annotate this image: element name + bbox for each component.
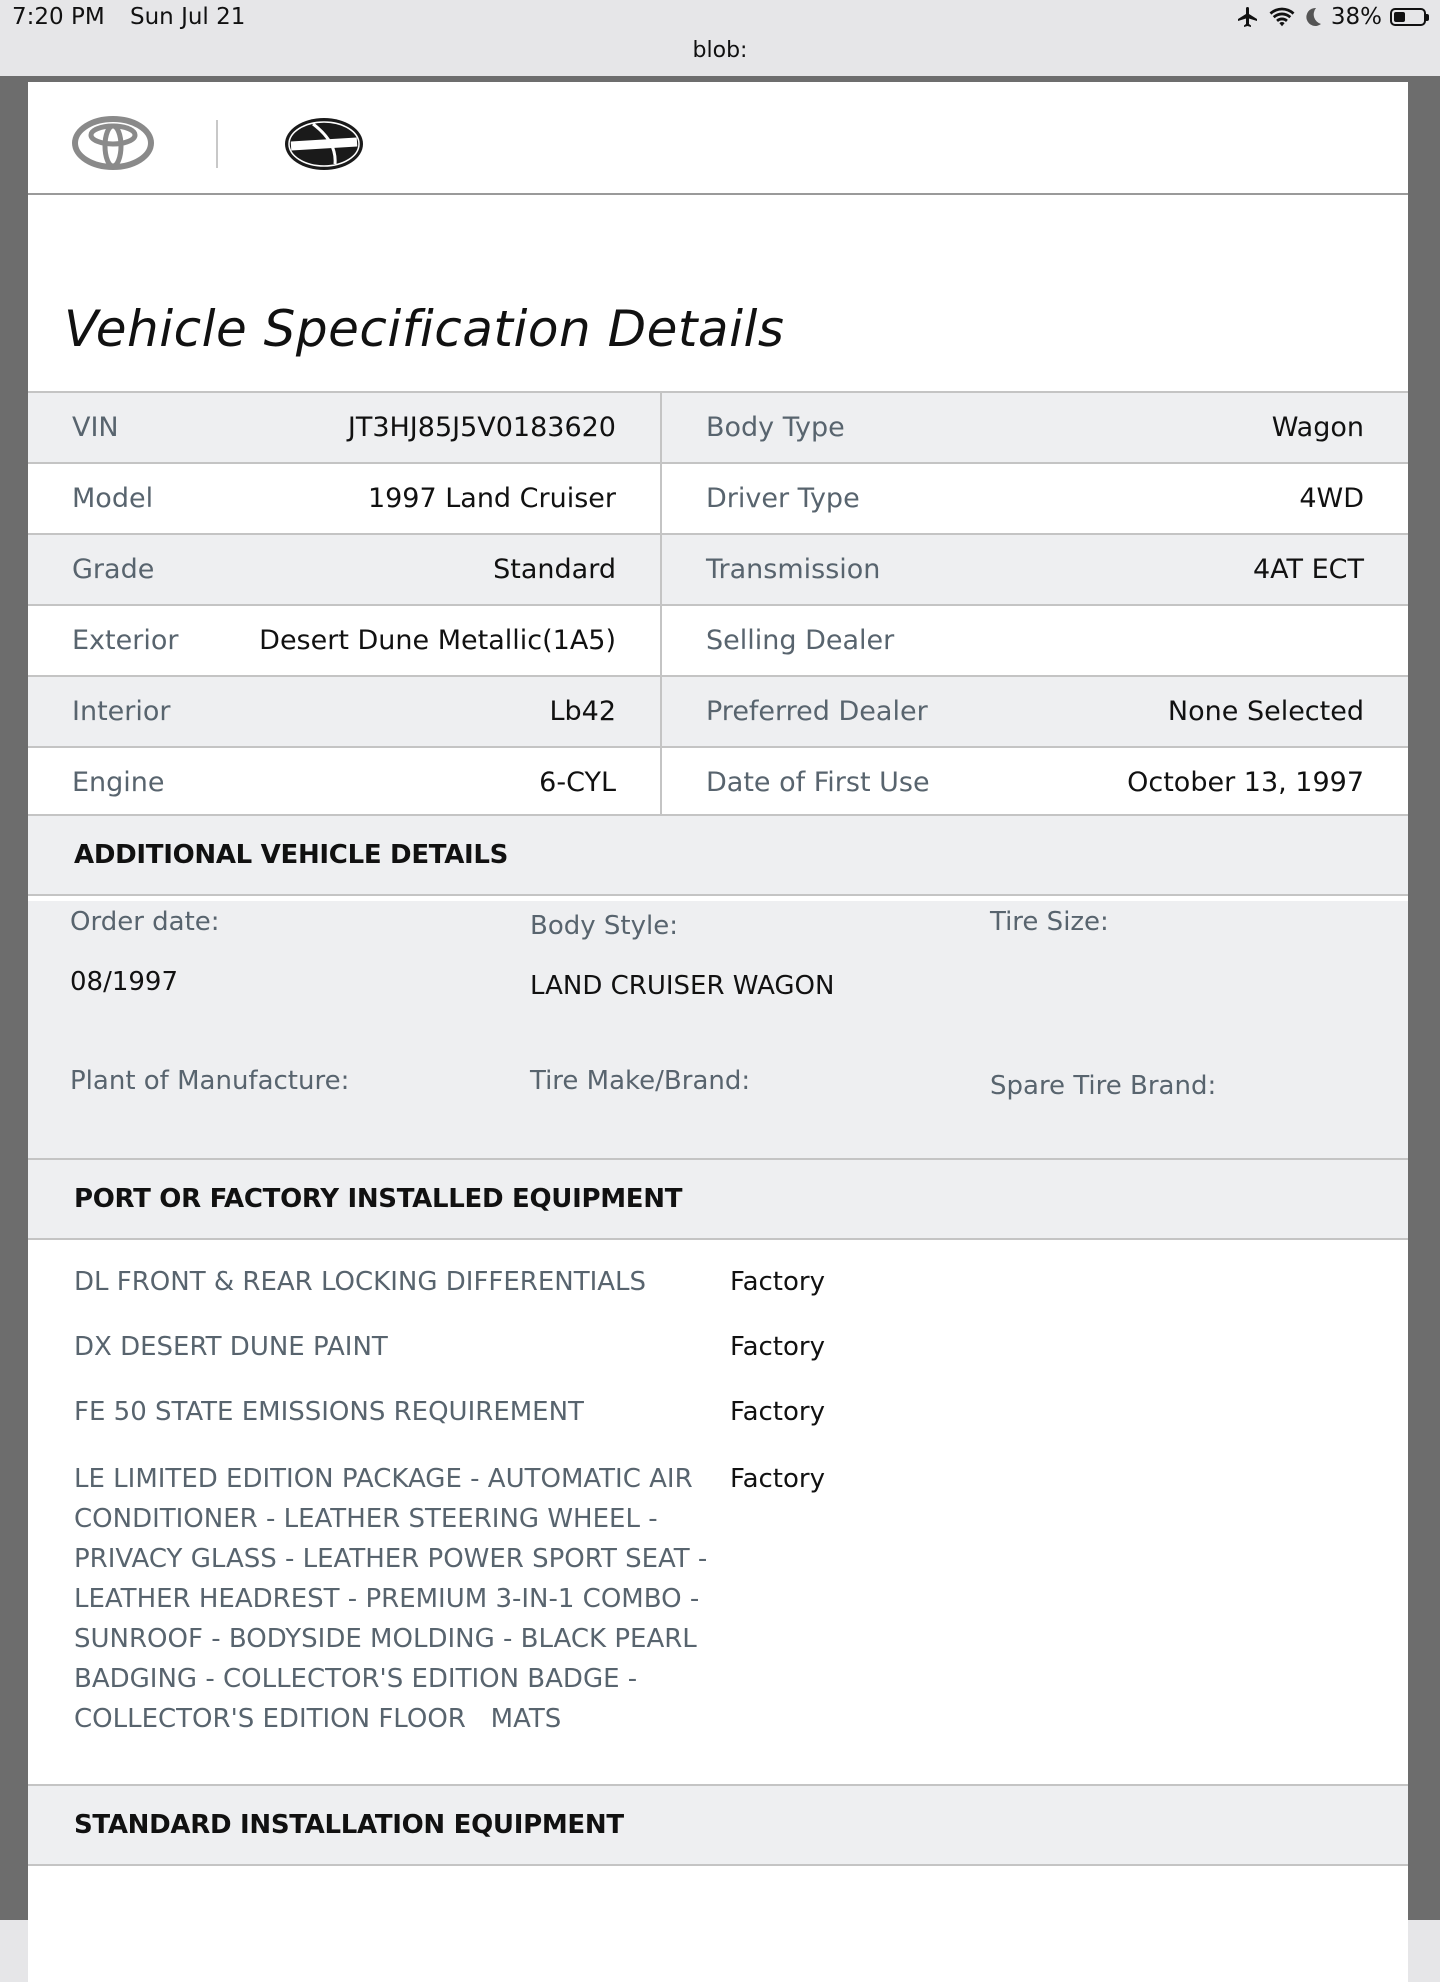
spec-table <box>28 391 1408 819</box>
spec-label: Interior <box>72 696 171 727</box>
spec-label: Selling Dealer <box>706 625 895 656</box>
spec-value: 1997 Land Cruiser <box>367 483 616 514</box>
spec-label: Grade <box>72 554 155 585</box>
spec-row <box>28 464 1408 535</box>
spec-label: Model <box>72 483 154 514</box>
spec-cell-right <box>662 677 1408 746</box>
spec-cell-left <box>28 606 662 675</box>
spec-value: Wagon <box>1271 412 1364 443</box>
equipment-heading: PORT OR FACTORY INSTALLED EQUIPMENT <box>74 1184 683 1214</box>
tire-make-field <box>530 1066 750 1096</box>
status-date: Sun Jul 21 <box>130 4 246 30</box>
equipment-name: DX DESERT DUNE PAINT <box>74 1332 388 1362</box>
spare-tire-label: Spare Tire Brand: <box>990 1071 1217 1101</box>
order-date-value: 08/1997 <box>70 967 179 997</box>
logo-divider <box>216 120 218 168</box>
equipment-name: LE LIMITED EDITION PACKAGE - AUTOMATIC AIR CONDITIONER - LEATHER STEERING WHEEL - PRIVACY GLASS - LEATHER POWER SPORT SEAT - LEATHER HEADREST - PREMIUM 3-IN-1 COMBO - SUNROOF - BODYSIDE MOLDING - BLACK PEARL BADGING - COLLECTOR'S EDITION BADGE - COLLECTOR'S EDITION FLOOR MATS <box>74 1464 716 1734</box>
battery-icon <box>1390 8 1426 26</box>
additional-details <box>28 901 1408 1161</box>
document-page <box>28 82 1408 1982</box>
body-style-value: LAND CRUISER WAGON <box>530 971 835 1001</box>
additional-details-header <box>28 814 1408 896</box>
spec-row <box>28 677 1408 748</box>
moon-icon <box>1303 6 1323 28</box>
spec-label: Preferred Dealer <box>706 696 928 727</box>
airplane-icon <box>1235 5 1261 29</box>
wifi-icon <box>1269 6 1295 28</box>
order-date-label: Order date: <box>70 907 220 937</box>
spec-row <box>28 393 1408 464</box>
equipment-source: Factory <box>730 1464 825 1494</box>
equipment-header <box>28 1158 1408 1240</box>
spec-cell-right <box>662 748 1408 817</box>
spec-value: 4AT ECT <box>1252 554 1364 585</box>
equipment-name: FE 50 STATE EMISSIONS REQUIREMENT <box>74 1397 584 1427</box>
spec-cell-left <box>28 748 662 817</box>
spec-value: Lb42 <box>549 696 616 727</box>
equipment-item <box>74 1459 1374 1739</box>
spec-cell-right <box>662 393 1408 462</box>
tire-size-label: Tire Size: <box>990 907 1109 937</box>
spec-label: Engine <box>72 767 165 798</box>
spec-row <box>28 535 1408 606</box>
spec-value: Standard <box>493 554 616 585</box>
spec-value: Desert Dune Metallic(1A5) <box>259 625 616 656</box>
page-title: Vehicle Specification Details <box>64 300 785 358</box>
spec-cell-left <box>28 535 662 604</box>
spec-cell-right <box>662 535 1408 604</box>
spec-cell-left <box>28 464 662 533</box>
standard-equipment-header <box>28 1784 1408 1866</box>
plant-label: Plant of Manufacture: <box>70 1066 350 1096</box>
toyota-logo-icon <box>72 116 154 170</box>
url-bar[interactable] <box>0 36 1440 76</box>
equipment-source: Factory <box>730 1332 825 1362</box>
spare-tire-field <box>990 1071 1216 1101</box>
standard-equipment-heading: STANDARD INSTALLATION EQUIPMENT <box>74 1810 624 1840</box>
scion-logo-icon <box>283 116 365 172</box>
logo-header <box>28 82 1408 195</box>
spec-label: Body Type <box>706 412 845 443</box>
equipment-item <box>74 1392 1374 1432</box>
spec-value: 6-CYL <box>539 767 616 798</box>
spec-label: VIN <box>72 412 119 443</box>
spec-cell-right <box>662 606 1408 675</box>
battery-percent: 38% <box>1330 4 1382 30</box>
spec-row <box>28 606 1408 677</box>
spec-label: Date of First Use <box>706 767 930 798</box>
spec-cell-right <box>662 464 1408 533</box>
spec-row <box>28 748 1408 819</box>
equipment-name: DL FRONT & REAR LOCKING DIFFERENTIALS <box>74 1267 647 1297</box>
spec-label: Driver Type <box>706 483 860 514</box>
order-date-field <box>70 907 220 997</box>
spec-value: JT3HJ85J5V0183620 <box>347 412 616 443</box>
spec-label: Exterior <box>72 625 179 656</box>
url-text: blob: <box>692 38 748 63</box>
browser-viewport <box>0 76 1440 1920</box>
body-style-field <box>530 911 834 1001</box>
equipment-source: Factory <box>730 1267 825 1297</box>
spec-value: 4WD <box>1299 483 1364 514</box>
spec-value: None Selected <box>1167 696 1364 727</box>
equipment-item <box>74 1327 1374 1367</box>
tire-size-field <box>990 907 1109 937</box>
status-bar <box>0 0 1440 36</box>
spec-cell-left <box>28 677 662 746</box>
spec-value: October 13, 1997 <box>1127 767 1364 798</box>
equipment-list <box>74 1262 1374 1739</box>
spec-cell-left <box>28 393 662 462</box>
equipment-source: Factory <box>730 1397 825 1427</box>
tire-make-label: Tire Make/Brand: <box>530 1066 751 1096</box>
equipment-item <box>74 1262 1374 1302</box>
body-style-label: Body Style: <box>530 911 678 941</box>
status-time: 7:20 PM <box>12 4 105 30</box>
additional-details-heading: ADDITIONAL VEHICLE DETAILS <box>74 840 509 870</box>
plant-field <box>70 1066 349 1096</box>
spec-label: Transmission <box>706 554 881 585</box>
